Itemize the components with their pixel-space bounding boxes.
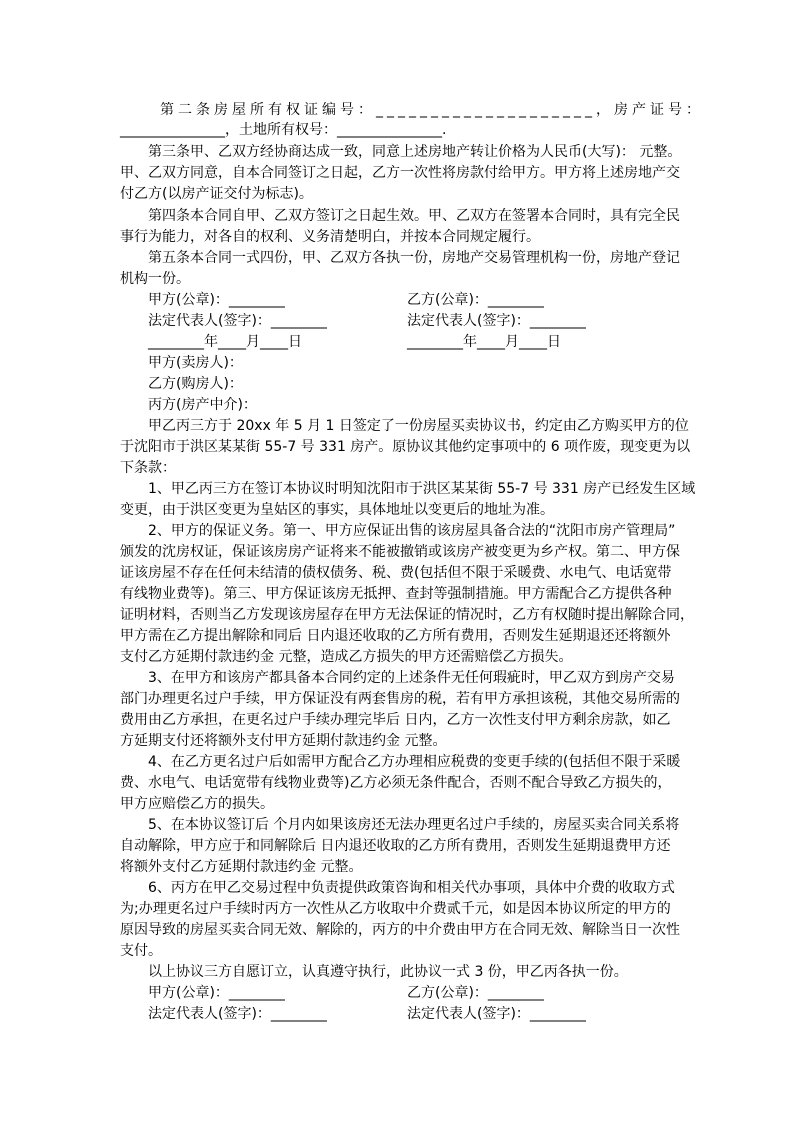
item-3-line-2: 部门办理更名过户手续，甲方保证没有两套售房的税，若有甲方承担该税，其他交易所需的 [120,691,680,707]
item-2-line-7: 支付乙方延期付款违约金 元整，造成乙方损失的甲方还需赔偿乙方损失。 [120,649,573,665]
item-4-line-1: 4、在乙方更名过户后如需甲方配合乙方办理相应税费的变更手续的(包括但不限于采暖 [148,754,681,770]
party-b-date-1: ________年____月____日 [407,334,561,350]
agent-label: 丙方(房产中介)： [148,397,257,413]
clause-4-line-1: 第四条本合同自甲、乙双方签订之日起生效。甲、乙双方在签署本合同时，具有完全民 [148,208,680,224]
item-2-line-6: 甲方需在乙方提出解除和同后 日内退还收取的乙方所有费用，否则发生延期退还还将额外 [120,628,671,644]
party-b-rep-1: 法定代表人(签字)：________ [407,313,586,329]
clause-5-line-1: 第五条本合同一式四份，甲、乙双方各执一份，房地产交易管理机构一份，房地产登记 [148,250,680,266]
party-a-seal-1: 甲方(公章)：________ [148,292,285,308]
item-2-line-3: 证该房屋不存在任何未结清的债权债务、税、费(包括但不限于采暖费、水电气、电话宽带 [120,565,672,581]
item-5-line-2: 自动解除，甲方应于和同解除后 日内退还收取的乙方所有费用，否则发生延期退费甲方还 [120,838,671,854]
clause-3-line-1: 第三条甲、乙双方经协商达成一致，同意上述房地产转让价格为人民币(大写)： 元整。 [148,144,682,160]
item-6-line-1: 6、丙方在甲乙交易过程中负责提供政策咨询和相关代办事项，具体中介费的收取方式 [148,880,675,896]
party-b-rep-2: 法定代表人(签字)：________ [407,1006,586,1022]
intro-line-3: 下条款： [120,460,176,476]
item-4-line-3: 甲方应赔偿乙方的损失。 [120,796,274,812]
party-b-seal-1: 乙方(公章)：________ [407,292,544,308]
clause-2-line-2: _______________，土地所有权号：_______________. [120,122,447,138]
party-a-date-1: ________年____月____日 [148,334,302,350]
clause-3-line-3: 付乙方(以房产证交付为标志)。 [120,186,313,202]
item-3-line-1: 3、在甲方和该房产都具备本合同约定的上述条件无任何瑕疵时，甲乙双方到房产交易 [148,670,675,686]
party-a-rep-2: 法定代表人(签字)：________ [148,1006,327,1022]
intro-line-2: 于沈阳市于洪区某某街 55-7 号 331 房产。原协议其他约定事项中的 6 项作废，现变更为以 [120,439,691,455]
item-5-line-1: 5、在本协议签订后 个月内如果该房还无法办理更名过户手续的，房屋买卖合同关系将 [148,817,680,833]
item-6-line-3: 原因导致的房屋买卖合同无效、解除的，丙方的中介费由甲方在合同无效、解除当日一次性 [120,922,680,938]
buyer-label: 乙方(购房人)： [148,376,243,392]
party-a-seal-2: 甲方(公章)：________ [148,985,285,1001]
item-1-line-2: 变更，由于洪区变更为皇姑区的事实，具体地址以变更后的地址为准。 [120,502,554,518]
item-4-line-2: 费、水电气、电话宽带有线物业费等)乙方必须无条件配合，否则不配合导致乙方损失的， [120,775,672,791]
item-2-line-5: 证明材料，否则当乙方发现该房屋存在甲方无法保证的情况时，乙方有权随时提出解除合同， [120,607,694,623]
item-1-line-1: 1、甲乙丙三方在签订本协议时明知沈阳市于洪区某某街 55-7 号 331 房产已经发生区域 [148,481,696,497]
item-6-line-2: 为;办理更名过户手续时丙方一次性从乙方收取中介费贰千元，如是因本协议所定的甲方的 [120,901,671,917]
item-2-line-1: 2、甲方的保证义务。第一、甲方应保证出售的该房屋具备合法的“沈阳市房产管理局” [148,523,676,539]
party-b-seal-2: 乙方(公章)：________ [407,985,544,1001]
seller-label: 甲方(卖房人)： [148,355,243,371]
clause-3-line-2: 甲、乙双方同意，自本合同签订之日起，乙方一次性将房款付给甲方。甲方将上述房地产交 [120,165,680,181]
closing-line: 以上协议三方自愿订立，认真遵守执行，此协议一式 3 份，甲乙丙各执一份。 [148,964,628,980]
clause-4-line-2: 事行为能力，对各自的权利、义务清楚明白，并按本合同规定履行。 [120,229,540,245]
intro-line-1: 甲乙丙三方于 20xx 年 5 月 1 日签定了一份房屋买卖协议书，约定由乙方购买甲方的位 [148,418,689,434]
party-a-rep-1: 法定代表人(签字)：________ [148,313,327,329]
item-2-line-4: 有线物业费等)。第三、甲方保证该房无抵押、查封等强制措施。甲方需配合乙方提供各种 [120,586,672,602]
item-2-line-2: 颁发的沈房权证，保证该房房产证将来不能被撤销或该房产被变更为乡产权。第二、甲方保 [120,544,680,560]
item-5-line-3: 将额外支付乙方延期付款违约金 元整。 [120,859,363,875]
item-6-line-4: 支付。 [120,943,162,959]
clause-5-line-2: 机构一份。 [120,271,190,287]
item-3-line-4: 方延期支付还将额外支付甲方延期付款违约金 元整。 [120,733,447,749]
item-3-line-3: 费用由乙方承担，在更名过户手续办理完毕后 日内，乙方一次性支付甲方剩余房款，如乙 [120,712,671,728]
clause-2-line-1: 第二条房屋所有权证编号：____________________，房产证号： [160,102,704,118]
